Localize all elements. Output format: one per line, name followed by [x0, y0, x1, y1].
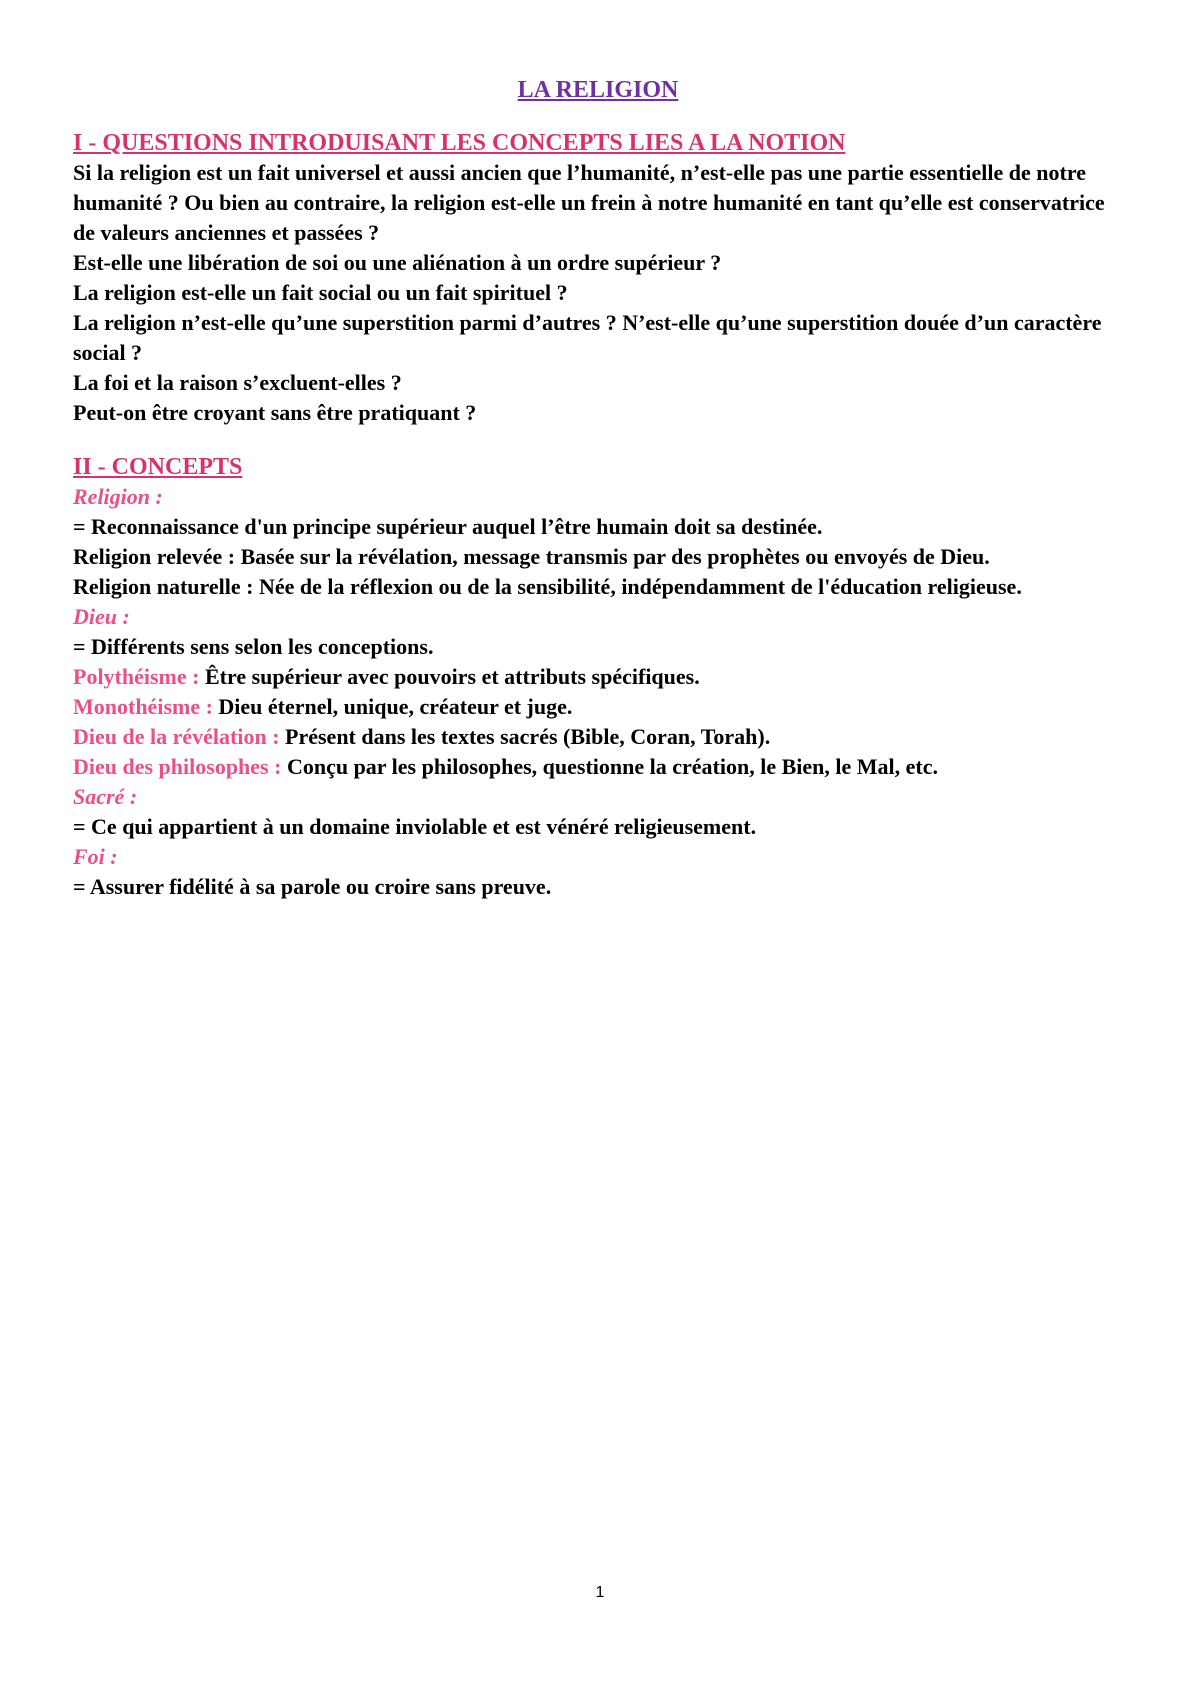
- question-paragraph: Est-elle une libération de soi ou une aliénation à un ordre supérieur ?: [73, 250, 722, 275]
- section-heading-concepts: II - CONCEPTS: [73, 454, 243, 480]
- concept-definition: = Ce qui appartient à un domaine inviolable et est vénéré religieusement.: [73, 814, 757, 839]
- religion-revealed-text: Religion relevée : Basée sur la révélation, message transmis par des prophètes ou envoyés de Dieu.: [73, 544, 990, 569]
- dieu-item-term: Dieu de la révélation :: [73, 724, 280, 749]
- dieu-item-term: Monothéisme :: [73, 694, 213, 719]
- dieu-item: [73, 662, 1123, 692]
- concept-definition: = Différents sens selon les conceptions.: [73, 634, 434, 659]
- concept-label-religion: Religion :: [73, 484, 163, 509]
- question-paragraph: Si la religion est un fait universel et aussi ancien que l’humanité, n’est-elle pas une partie essentielle de notre humanité ? Ou bien au contraire, la religion est-elle un frein à notre humanité en tant qu’elle est conservatrice de valeurs anciennes et passées ?: [73, 160, 1105, 245]
- dieu-item: [73, 692, 1123, 722]
- question-paragraph: Peut-on être croyant sans être pratiquant ?: [73, 400, 477, 425]
- section-heading-questions: I - QUESTIONS INTRODUISANT LES CONCEPTS LIES A LA NOTION: [73, 130, 846, 156]
- question-paragraph: La foi et la raison s’excluent-elles ?: [73, 370, 402, 395]
- page-number: 1: [595, 1584, 605, 1601]
- dieu-item: [73, 722, 1123, 752]
- document-title: LA RELIGION: [517, 77, 679, 103]
- question-paragraph: La religion n’est-elle qu’une superstition parmi d’autres ? N’est-elle qu’une superstition douée d’un caractère social ?: [73, 310, 1102, 365]
- dieu-item-text: Conçu par les philosophes, questionne la création, le Bien, le Mal, etc.: [281, 754, 938, 779]
- dieu-item-text: Présent dans les textes sacrés (Bible, Coran, Torah).: [279, 724, 771, 749]
- concept-definition: = Assurer fidélité à sa parole ou croire sans preuve.: [73, 874, 552, 899]
- concept-definition: = Reconnaissance d'un principe supérieur auquel l’être humain doit sa destinée.: [73, 514, 823, 539]
- question-paragraph: La religion est-elle un fait social ou un fait spirituel ?: [73, 280, 568, 305]
- dieu-item: [73, 752, 1123, 782]
- document-page: [73, 70, 1123, 902]
- dieu-item-text: Dieu éternel, unique, créateur et juge.: [212, 694, 573, 719]
- dieu-item-term: Dieu des philosophes :: [73, 754, 282, 779]
- religion-natural-text: Religion naturelle : Née de la réflexion ou de la sensibilité, indépendamment de l'éducation religieuse.: [73, 574, 1022, 599]
- dieu-item-text: Être supérieur avec pouvoirs et attributs spécifiques.: [199, 664, 700, 689]
- dieu-item-term: Polythéisme :: [73, 664, 200, 689]
- concept-label-dieu: Dieu :: [73, 604, 130, 629]
- concept-label-foi: Foi :: [73, 844, 118, 869]
- concept-label-sacre: Sacré :: [73, 784, 138, 809]
